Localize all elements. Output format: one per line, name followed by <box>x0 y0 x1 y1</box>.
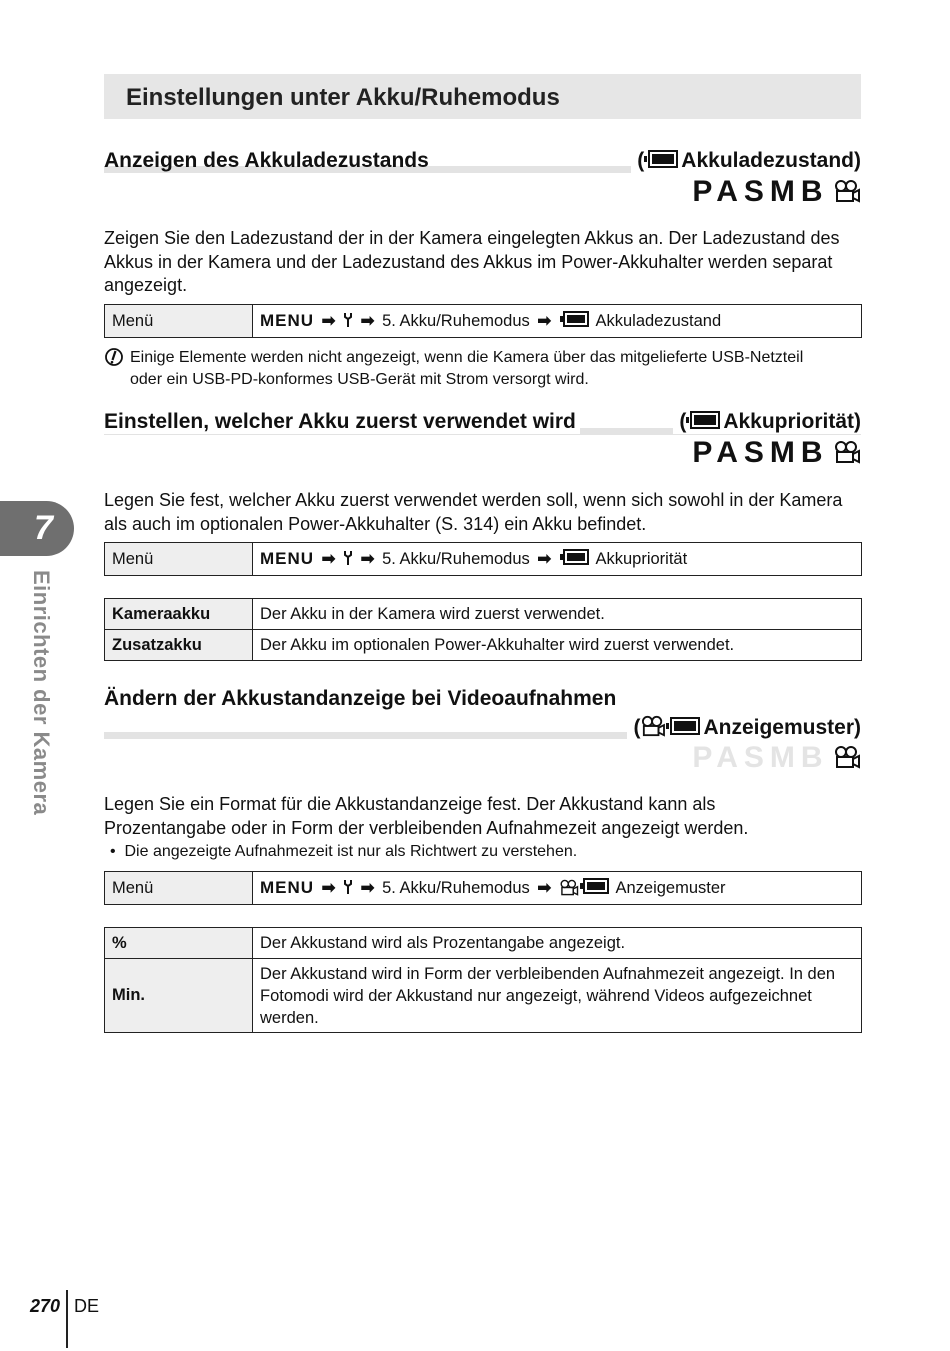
menu-path-end: Akkupriorität <box>595 550 688 568</box>
bullet-item: • Die angezeigte Aufnahmezeit ist nur als Richtwert zu verstehen. <box>110 843 578 860</box>
menu-path <box>253 872 862 905</box>
section-note-1: Einige Elemente werden nicht angezeigt, wenn die Kamera über das mitgelieferte USB-Netzteil oder ein USB-PD-konformes USB-Gerät mit Strom versorgt wird. <box>130 349 804 388</box>
movie-icon <box>640 715 666 737</box>
menu-path-end: Akkuladezustand <box>595 312 722 330</box>
menu-key: MENU <box>260 311 315 330</box>
menu-path-mid: 5. Akku/Ruhemodus <box>382 550 530 568</box>
section-title-2: Einstellen, welcher Akku zuerst verwendet wird <box>104 410 580 434</box>
page-title: Einstellungen unter Akku/Ruhemodus <box>126 84 560 111</box>
mode-row-2 <box>692 436 861 470</box>
arrow-right-icon: ➡ <box>537 312 552 330</box>
section-title-3: Ändern der Akkustandanzeige bei Videoaufnahmen <box>104 687 617 710</box>
section-subtitle-2: ( Akkupriorität) <box>673 410 861 434</box>
caution-icon <box>104 347 124 372</box>
option-key: Kameraakku <box>105 599 253 630</box>
arrow-right-icon: ➡ <box>321 879 336 897</box>
battery-icon <box>563 549 589 565</box>
option-value: Der Akkustand wird in Form der verbleibenden Aufnahmezeit angezeigt. In den Fotomodi wird der Akkustand nur angezeigt, während Videos aufgezeichnet werden. <box>253 959 862 1033</box>
mode-letters: PASMB <box>692 175 829 208</box>
menu-path-mid: 5. Akku/Ruhemodus <box>382 879 530 897</box>
mode-letters: PASMB <box>692 741 829 774</box>
table-row <box>105 630 862 661</box>
options-table-2 <box>104 598 862 661</box>
mode-row-1 <box>692 175 861 209</box>
section-subtitle-3: ( Anzeigemuster) <box>627 715 861 740</box>
bullet-text: Die angezeigte Aufnahmezeit ist nur als Richtwert zu verstehen. <box>124 843 578 860</box>
mode-row-3 <box>692 741 861 775</box>
option-key: Min. <box>105 959 253 1033</box>
section-body-3: Legen Sie ein Format für die Akkustandanzeige fest. Der Akkustand kann als Prozentangabe oder in Form der verbleibenden Aufnahmezeit angezeigt werden. <box>104 794 749 838</box>
section-subtitle-1: ( Akkuladezustand) <box>631 149 861 173</box>
movie-icon <box>833 745 861 769</box>
chapter-side-label-text: Einrichten der Kamera <box>29 570 54 816</box>
menu-path-table-1 <box>104 304 862 338</box>
battery-icon <box>670 717 700 735</box>
chapter-number: 7 <box>34 509 53 547</box>
arrow-right-icon: ➡ <box>360 550 375 568</box>
movie-icon <box>559 879 579 896</box>
movie-icon <box>833 179 861 203</box>
option-value: Der Akku im optionalen Power-Akkuhalter wird zuerst verwendet. <box>253 630 862 661</box>
table-row <box>105 599 862 630</box>
section-body-2: Legen Sie fest, welcher Akku zuerst verwendet werden soll, wenn sich sowohl in der Kamera als auch im optionalen Power-Akkuhalter (S. 314) ein Akku befindet. <box>104 490 843 534</box>
menu-key: MENU <box>260 549 315 568</box>
language-code: DE <box>74 1296 100 1316</box>
menu-label: Menü <box>105 305 253 338</box>
chapter-banner <box>104 74 861 119</box>
menu-path-table-2 <box>104 542 862 576</box>
section-body-1: Zeigen Sie den Ladezustand der in der Kamera eingelegten Akkus an. Der Ladezustand des Akkus in der Kamera und der Ladezustand des Akkus im Power-Akkuhalter werden separat angezeigt. <box>104 228 840 295</box>
arrow-right-icon: ➡ <box>360 879 375 897</box>
battery-icon <box>690 411 720 429</box>
option-key: % <box>105 928 253 959</box>
chapter-side-label <box>28 570 54 830</box>
arrow-right-icon: ➡ <box>360 312 375 330</box>
table-row <box>105 928 862 959</box>
menu-path-end: Anzeigemuster <box>615 879 726 897</box>
menu-path <box>253 543 862 576</box>
menu-path <box>253 305 862 338</box>
wrench-icon <box>343 879 353 895</box>
arrow-right-icon: ➡ <box>321 312 336 330</box>
mode-letters: PASMB <box>692 436 829 469</box>
arrow-right-icon: ➡ <box>537 879 552 897</box>
option-value: Der Akku in der Kamera wird zuerst verwendet. <box>253 599 862 630</box>
battery-icon <box>583 878 609 894</box>
menu-key: MENU <box>260 878 315 897</box>
option-value: Der Akkustand wird als Prozentangabe angezeigt. <box>253 928 862 959</box>
wrench-icon <box>343 312 353 328</box>
battery-icon <box>563 311 589 327</box>
arrow-right-icon: ➡ <box>321 550 336 568</box>
footer-divider <box>66 1290 68 1348</box>
menu-path-table-3 <box>104 871 862 905</box>
movie-icon <box>833 440 861 464</box>
battery-icon <box>648 150 678 168</box>
menu-label: Menü <box>105 872 253 905</box>
arrow-right-icon: ➡ <box>537 550 552 568</box>
section-title-1: Anzeigen des Akkuladezustands <box>104 149 429 172</box>
table-row <box>105 959 862 1033</box>
menu-label: Menü <box>105 543 253 576</box>
wrench-icon <box>343 550 353 566</box>
page-number: 270 <box>30 1296 61 1316</box>
options-table-3 <box>104 927 862 1033</box>
menu-path-mid: 5. Akku/Ruhemodus <box>382 312 530 330</box>
chapter-tab <box>0 501 74 556</box>
option-key: Zusatzakku <box>105 630 253 661</box>
